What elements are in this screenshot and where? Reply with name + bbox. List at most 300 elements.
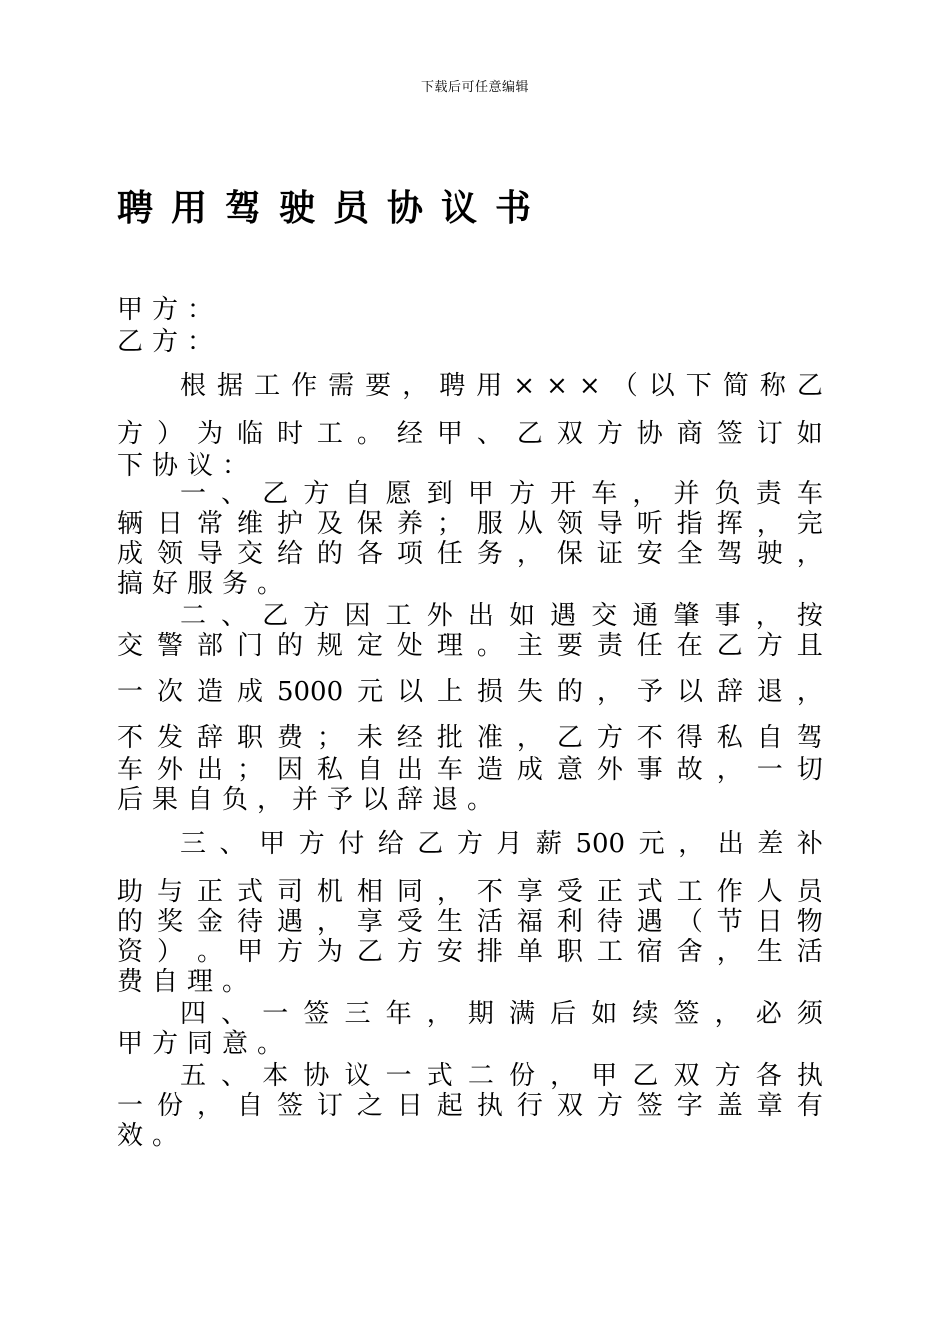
text-glyph: ）: [156, 419, 183, 449]
text-glyph: 责: [755, 479, 782, 509]
text-glyph: 保: [556, 539, 583, 569]
text-glyph: 字: [676, 1091, 703, 1121]
text-glyph: 完: [796, 509, 823, 539]
clause-1-line: [117, 538, 823, 570]
text-glyph: 处: [396, 631, 423, 661]
text-glyph: 任: [436, 539, 463, 569]
text-glyph: 遇: [636, 907, 663, 937]
text-glyph: 活: [796, 937, 823, 967]
text-glyph: 方: [714, 1061, 741, 1091]
text-glyph: ，: [796, 539, 823, 569]
text-glyph: 批: [436, 723, 463, 753]
text-glyph: 安: [636, 539, 663, 569]
text-glyph: 自: [756, 723, 783, 753]
text-glyph: 为: [196, 419, 223, 449]
text-glyph: 下: [685, 371, 712, 401]
text-glyph: 订: [316, 1091, 343, 1121]
text-glyph: 有: [796, 1091, 823, 1121]
text-glyph: 甲: [436, 419, 463, 449]
text-glyph: 员: [796, 877, 823, 907]
text-glyph: 正: [596, 877, 623, 907]
text-glyph: 享: [356, 907, 383, 937]
text-glyph: ，: [796, 677, 823, 707]
text-glyph: 日: [396, 1091, 423, 1121]
text-glyph: ×: [546, 371, 568, 401]
text-glyph: 常: [196, 509, 223, 539]
text-glyph: ；: [436, 509, 463, 539]
text-glyph: （: [611, 371, 638, 401]
text-glyph: 差: [757, 829, 784, 859]
clause-3-line: [117, 906, 823, 938]
text-glyph: 须: [796, 999, 823, 1029]
text-glyph: 成: [117, 539, 144, 569]
text-glyph: 外: [596, 755, 623, 785]
text-glyph: 聘: [439, 371, 466, 401]
text-glyph: 导: [596, 509, 623, 539]
text-glyph: 驾: [796, 723, 823, 753]
text-glyph: 期: [467, 999, 494, 1029]
text-glyph: ，: [755, 601, 782, 631]
text-glyph: 五: [180, 1061, 207, 1091]
text-glyph: 通: [632, 601, 659, 631]
text-glyph: 事: [714, 601, 741, 631]
clause-3-line: [117, 876, 823, 908]
text-glyph: 到: [426, 479, 453, 509]
text-glyph: 方: [396, 937, 423, 967]
text-glyph: 据: [217, 371, 244, 401]
clause-5-line: 效。: [117, 1121, 188, 1151]
clause-2-line: 后果自负，并予以辞退。: [117, 785, 503, 815]
text-glyph: ，: [516, 539, 543, 569]
text-glyph: 甲: [236, 937, 263, 967]
text-glyph: 规: [316, 631, 343, 661]
text-glyph: 一: [262, 999, 289, 1029]
text-glyph: 全: [676, 539, 703, 569]
text-glyph: 元: [638, 829, 665, 859]
text-glyph: 听: [636, 509, 663, 539]
text-glyph: 安: [436, 937, 463, 967]
text-glyph: 成: [236, 677, 263, 707]
text-glyph: 待: [596, 907, 623, 937]
text-glyph: 签: [303, 999, 330, 1029]
text-glyph: ，: [426, 999, 453, 1029]
text-glyph: 协: [303, 1061, 330, 1091]
text-glyph: 从: [516, 509, 543, 539]
clause-3-line: [117, 936, 823, 968]
text-glyph: 方: [509, 479, 536, 509]
text-glyph: 起: [436, 1091, 463, 1121]
text-glyph: 警: [156, 631, 183, 661]
text-glyph: 职: [556, 937, 583, 967]
text-glyph: 式: [636, 877, 663, 907]
text-glyph: ，: [516, 723, 543, 753]
text-glyph: 务: [476, 539, 503, 569]
text-glyph: 、: [221, 601, 248, 631]
text-glyph: 领: [156, 539, 183, 569]
text-glyph: 简: [722, 371, 749, 401]
text-glyph: 辞: [716, 677, 743, 707]
clause-5-line: [180, 1060, 823, 1092]
text-glyph: 乙: [262, 601, 289, 631]
text-glyph: 工: [676, 877, 703, 907]
text-glyph: 责: [596, 631, 623, 661]
text-glyph: 退: [756, 677, 783, 707]
clause-2-line: [117, 676, 823, 708]
text-glyph: 乙: [356, 937, 383, 967]
text-glyph: 领: [556, 509, 583, 539]
text-glyph: 交: [117, 631, 144, 661]
text-glyph: 方: [276, 937, 303, 967]
clause-2-line: [117, 630, 823, 662]
clause-1-line: [117, 508, 823, 540]
text-glyph: 一: [180, 479, 207, 509]
text-glyph: 称: [759, 371, 786, 401]
text-glyph: 乙: [632, 1061, 659, 1091]
text-glyph: 养: [396, 509, 423, 539]
text-glyph: 辆: [117, 509, 144, 539]
text-glyph: 故: [676, 755, 703, 785]
party-a-line: 甲方：: [117, 295, 223, 325]
party-b-line: 乙方：: [117, 327, 223, 357]
text-glyph: 三: [180, 829, 207, 859]
text-glyph: 司: [276, 877, 303, 907]
text-glyph: 后: [550, 999, 577, 1029]
clause-1-line: 搞好服务。: [117, 569, 293, 599]
text-glyph: 且: [796, 631, 823, 661]
text-glyph: 临: [236, 419, 263, 449]
text-glyph: 必: [755, 999, 782, 1029]
text-glyph: ，: [714, 999, 741, 1029]
text-glyph: 职: [236, 723, 263, 753]
text-glyph: 护: [276, 509, 303, 539]
text-glyph: 意: [556, 755, 583, 785]
text-glyph: 节: [716, 907, 743, 937]
text-glyph: 外: [156, 755, 183, 785]
text-glyph: 遇: [550, 601, 577, 631]
text-glyph: 商: [676, 419, 703, 449]
text-glyph: 如: [591, 999, 618, 1029]
text-glyph: 本: [262, 1061, 289, 1091]
text-glyph: 在: [676, 631, 703, 661]
text-glyph: 出: [717, 829, 744, 859]
text-glyph: ，: [678, 829, 705, 859]
text-glyph: 四: [180, 999, 207, 1029]
text-glyph: 因: [276, 755, 303, 785]
text-glyph: 二: [467, 1061, 494, 1091]
text-glyph: 签: [276, 1091, 303, 1121]
text-glyph: 给: [276, 539, 303, 569]
text-glyph: 5000: [276, 677, 344, 707]
text-glyph: 导: [196, 539, 223, 569]
text-glyph: 门: [236, 631, 263, 661]
text-glyph: 工: [254, 371, 281, 401]
text-glyph: ，: [632, 479, 659, 509]
text-glyph: 不: [476, 877, 503, 907]
text-glyph: 执: [476, 1091, 503, 1121]
text-glyph: 签: [716, 419, 743, 449]
text-glyph: 肇: [673, 601, 700, 631]
text-glyph: 三: [344, 999, 371, 1029]
text-glyph: ；: [316, 723, 343, 753]
text-glyph: 受: [396, 907, 423, 937]
text-glyph: ，: [196, 1091, 223, 1121]
text-glyph: 甲: [591, 1061, 618, 1091]
text-glyph: ，: [436, 877, 463, 907]
text-glyph: 事: [636, 755, 663, 785]
text-glyph: 的: [316, 539, 343, 569]
text-glyph: 驾: [716, 539, 743, 569]
text-glyph: 不: [636, 723, 663, 753]
text-glyph: 以: [397, 677, 424, 707]
text-glyph: 车: [436, 755, 463, 785]
text-glyph: 并: [673, 479, 700, 509]
text-glyph: 自: [356, 755, 383, 785]
text-glyph: 开: [550, 479, 577, 509]
clause-3-line: [180, 828, 823, 860]
text-glyph: 切: [796, 755, 823, 785]
text-glyph: 费: [276, 723, 303, 753]
text-glyph: 车: [117, 755, 144, 785]
text-glyph: 式: [426, 1061, 453, 1091]
clause-2-line: [117, 722, 823, 754]
text-glyph: 双: [556, 1091, 583, 1121]
text-glyph: 各: [356, 539, 383, 569]
text-glyph: 服: [476, 509, 503, 539]
text-glyph: 因: [344, 601, 371, 631]
text-glyph: 签: [673, 999, 700, 1029]
text-glyph: 乙: [516, 419, 543, 449]
text-glyph: 年: [385, 999, 412, 1029]
text-glyph: 盖: [716, 1091, 743, 1121]
text-glyph: 的: [117, 907, 144, 937]
text-glyph: 乙: [417, 829, 444, 859]
text-glyph: 待: [236, 907, 263, 937]
text-glyph: ，: [756, 509, 783, 539]
text-glyph: 自: [236, 1091, 263, 1121]
text-glyph: ）: [156, 937, 183, 967]
page-header: 下载后可任意编辑: [420, 80, 529, 95]
text-glyph: 辞: [196, 723, 223, 753]
paragraph-line: [117, 418, 823, 450]
text-glyph: 方: [298, 829, 325, 859]
text-glyph: 单: [516, 937, 543, 967]
text-glyph: 金: [196, 907, 223, 937]
text-glyph: 舍: [676, 937, 703, 967]
text-glyph: 次: [156, 677, 183, 707]
clause-5-line: [117, 1090, 823, 1122]
text-glyph: 机: [316, 877, 343, 907]
text-glyph: 一: [117, 677, 144, 707]
text-glyph: 乙: [262, 479, 289, 509]
text-glyph: 出: [467, 601, 494, 631]
text-glyph: 福: [516, 907, 543, 937]
text-glyph: ×: [578, 371, 601, 401]
text-glyph: 损: [477, 677, 504, 707]
text-glyph: 双: [556, 419, 583, 449]
text-glyph: 要: [556, 631, 583, 661]
text-glyph: 为: [316, 937, 343, 967]
text-glyph: 物: [796, 907, 823, 937]
text-glyph: 行: [516, 1091, 543, 1121]
text-glyph: 乙: [716, 631, 743, 661]
text-glyph: 二: [180, 601, 207, 631]
text-glyph: 愿: [385, 479, 412, 509]
text-glyph: 挥: [716, 509, 743, 539]
text-glyph: 执: [796, 1061, 823, 1091]
text-glyph: 外: [426, 601, 453, 631]
text-glyph: 要: [365, 371, 392, 401]
text-glyph: 未: [356, 723, 383, 753]
text-glyph: ，: [596, 677, 623, 707]
text-glyph: 。: [356, 419, 383, 449]
text-glyph: 助: [117, 877, 144, 907]
text-glyph: 车: [591, 479, 618, 509]
text-glyph: 协: [636, 419, 663, 449]
clause-2-line: [180, 600, 823, 632]
text-glyph: 。: [196, 937, 223, 967]
text-glyph: 式: [236, 877, 263, 907]
text-glyph: 满: [509, 999, 536, 1029]
text-glyph: 用: [476, 371, 503, 401]
clause-1-line: [180, 478, 823, 510]
text-glyph: 交: [236, 539, 263, 569]
text-glyph: 工: [596, 937, 623, 967]
text-glyph: 保: [356, 509, 383, 539]
text-glyph: 经: [396, 419, 423, 449]
text-glyph: 造: [476, 755, 503, 785]
text-glyph: 生: [436, 907, 463, 937]
text-glyph: 私: [316, 755, 343, 785]
text-glyph: 的: [276, 631, 303, 661]
text-glyph: 准: [476, 723, 503, 753]
text-glyph: 500: [575, 829, 626, 859]
text-glyph: 需: [328, 371, 355, 401]
text-glyph: 奖: [156, 907, 183, 937]
text-glyph: 、: [221, 1061, 248, 1091]
text-glyph: 上: [437, 677, 464, 707]
text-glyph: 利: [556, 907, 583, 937]
text-glyph: 部: [196, 631, 223, 661]
text-glyph: 工: [316, 419, 343, 449]
text-glyph: 签: [636, 1091, 663, 1121]
text-glyph: ，: [716, 755, 743, 785]
text-glyph: 订: [756, 419, 783, 449]
text-glyph: 方: [596, 419, 623, 449]
text-glyph: 正: [196, 877, 223, 907]
text-glyph: 各: [755, 1061, 782, 1091]
text-glyph: 排: [476, 937, 503, 967]
text-glyph: 以: [648, 371, 675, 401]
text-glyph: 方: [303, 601, 330, 631]
text-glyph: 、: [221, 999, 248, 1029]
text-glyph: 方: [596, 1091, 623, 1121]
text-glyph: ，: [550, 1061, 577, 1091]
text-glyph: 根: [180, 371, 207, 401]
text-glyph: 宿: [636, 937, 663, 967]
clause-4-line: 甲方同意。: [117, 1029, 293, 1059]
text-glyph: 失: [517, 677, 544, 707]
text-glyph: 项: [396, 539, 423, 569]
text-glyph: 自: [344, 479, 371, 509]
text-glyph: 方: [117, 419, 144, 449]
text-glyph: 定: [356, 631, 383, 661]
text-glyph: 任: [636, 631, 663, 661]
text-glyph: 与: [156, 877, 183, 907]
clause-3-line: 费自理。: [117, 967, 258, 997]
text-glyph: 私: [716, 723, 743, 753]
text-glyph: 方: [596, 723, 623, 753]
text-glyph: 乙: [556, 723, 583, 753]
text-glyph: 同: [396, 877, 423, 907]
text-glyph: 。: [476, 631, 503, 661]
text-glyph: 、: [476, 419, 503, 449]
paragraph-line: 下协议：: [117, 451, 258, 481]
text-glyph: ，: [402, 371, 429, 401]
clause-4-line: [180, 998, 823, 1030]
text-glyph: 工: [385, 601, 412, 631]
clause-2-line: [117, 754, 823, 786]
text-glyph: 元: [357, 677, 384, 707]
text-glyph: 一: [117, 1091, 144, 1121]
text-glyph: 作: [291, 371, 318, 401]
text-glyph: ，: [716, 937, 743, 967]
text-glyph: 议: [344, 1061, 371, 1091]
paragraph-line: [180, 370, 823, 402]
text-glyph: 负: [714, 479, 741, 509]
text-glyph: 不: [117, 723, 144, 753]
text-glyph: ；: [236, 755, 263, 785]
text-glyph: 出: [396, 755, 423, 785]
text-glyph: 维: [236, 509, 263, 539]
text-glyph: 日: [756, 907, 783, 937]
text-glyph: 享: [516, 877, 543, 907]
text-glyph: 付: [338, 829, 365, 859]
text-glyph: 章: [756, 1091, 783, 1121]
text-glyph: 人: [756, 877, 783, 907]
text-glyph: 如: [796, 419, 823, 449]
text-glyph: 按: [796, 601, 823, 631]
text-glyph: 份: [509, 1061, 536, 1091]
text-glyph: 车: [796, 479, 823, 509]
text-glyph: 甲: [259, 829, 286, 859]
text-glyph: 指: [676, 509, 703, 539]
text-glyph: 作: [716, 877, 743, 907]
text-glyph: 及: [316, 509, 343, 539]
text-glyph: 驶: [756, 539, 783, 569]
text-glyph: 生: [756, 937, 783, 967]
text-glyph: 日: [156, 509, 183, 539]
text-glyph: 经: [396, 723, 423, 753]
text-glyph: 交: [591, 601, 618, 631]
text-glyph: 一: [385, 1061, 412, 1091]
text-glyph: ×: [513, 371, 536, 401]
text-glyph: 双: [673, 1061, 700, 1091]
text-glyph: （: [676, 907, 703, 937]
text-glyph: 份: [156, 1091, 183, 1121]
document-title: 聘用驾驶员协议书: [117, 187, 550, 229]
text-glyph: 证: [596, 539, 623, 569]
text-glyph: 、: [219, 829, 246, 859]
text-glyph: 资: [117, 937, 144, 967]
text-glyph: 理: [436, 631, 463, 661]
text-glyph: 成: [516, 755, 543, 785]
text-glyph: 遇: [276, 907, 303, 937]
text-glyph: 薪: [535, 829, 562, 859]
text-glyph: 方: [756, 631, 783, 661]
text-glyph: 造: [196, 677, 223, 707]
text-glyph: 如: [509, 601, 536, 631]
text-glyph: 的: [557, 677, 584, 707]
